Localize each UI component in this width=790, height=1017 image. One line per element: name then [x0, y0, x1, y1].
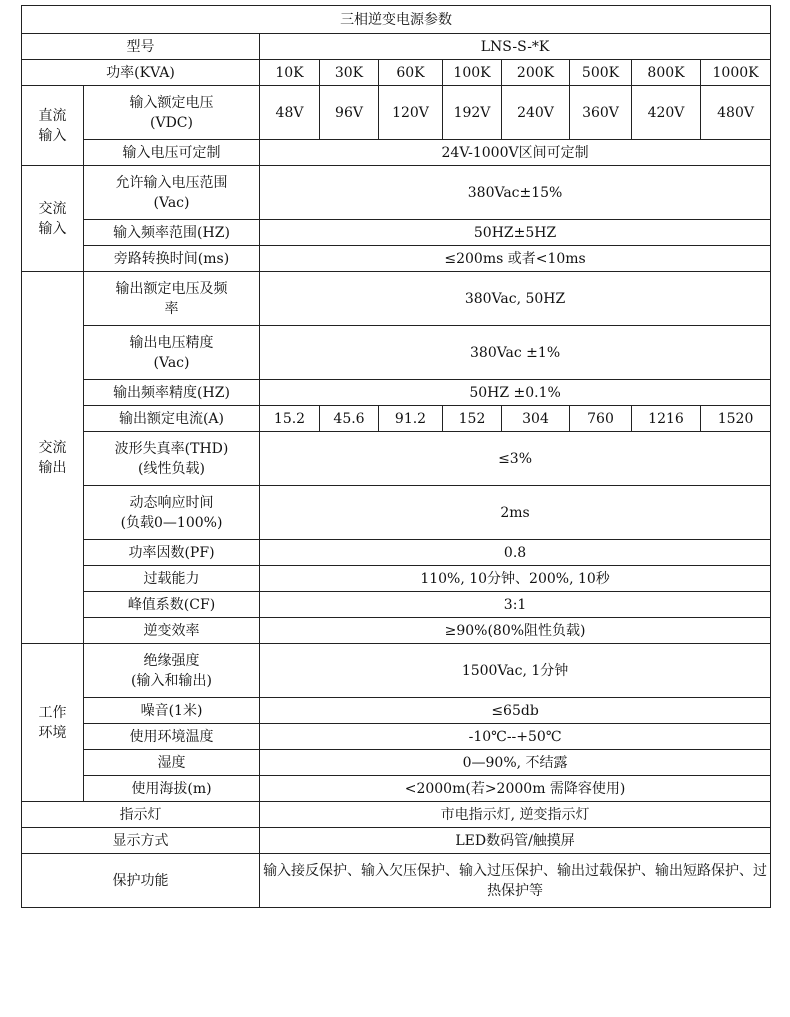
crest-factor-value: 3:1 — [260, 592, 771, 618]
insulation-label: 绝缘强度 (输入和输出) — [84, 644, 260, 698]
power-value: 500K — [570, 60, 632, 86]
display-row — [22, 828, 771, 854]
dynamic-response-label: 动态响应时间 (负载0—100%) — [84, 486, 260, 540]
output-voltage-freq-row — [22, 272, 771, 326]
altitude-row — [22, 776, 771, 802]
temperature-label: 使用环境温度 — [84, 724, 260, 750]
power-factor-label: 功率因数(PF) — [84, 540, 260, 566]
insulation-row — [22, 644, 771, 698]
efficiency-value: ≥90%(80%阻性负载) — [260, 618, 771, 644]
dc-customizable-value: 24V-1000V区间可定制 — [260, 140, 771, 166]
output-current-value: 304 — [502, 406, 570, 432]
output-voltage-accuracy-label: 输出电压精度 (Vac) — [84, 326, 260, 380]
overload-value: 110%, 10分钟、200%, 10秒 — [260, 566, 771, 592]
model-row — [22, 34, 771, 60]
bypass-time-label: 旁路转换时间(ms) — [84, 246, 260, 272]
overload-label: 过载能力 — [84, 566, 260, 592]
power-value: 100K — [443, 60, 502, 86]
output-current-value: 760 — [570, 406, 632, 432]
humidity-row — [22, 750, 771, 776]
output-current-value: 91.2 — [379, 406, 443, 432]
dc-rated-voltage-row — [22, 86, 771, 140]
power-factor-row — [22, 540, 771, 566]
dc-voltage-value: 360V — [570, 86, 632, 140]
display-label: 显示方式 — [22, 828, 260, 854]
power-label: 功率(KVA) — [22, 60, 260, 86]
table-title: 三相逆变电源参数 — [22, 6, 771, 34]
output-voltage-freq-value: 380Vac, 50HZ — [260, 272, 771, 326]
dynamic-response-value: 2ms — [260, 486, 771, 540]
indicator-row — [22, 802, 771, 828]
crest-factor-label: 峰值系数(CF) — [84, 592, 260, 618]
ac-voltage-range-value: 380Vac±15% — [260, 166, 771, 220]
altitude-label: 使用海拔(m) — [84, 776, 260, 802]
output-current-value: 15.2 — [260, 406, 320, 432]
output-frequency-accuracy-label: 输出频率精度(HZ) — [84, 380, 260, 406]
ac-frequency-range-label: 输入频率范围(HZ) — [84, 220, 260, 246]
indicator-label: 指示灯 — [22, 802, 260, 828]
section-ac-output: 交流 输出 — [22, 272, 84, 644]
ac-voltage-range-row — [22, 166, 771, 220]
bypass-time-row — [22, 246, 771, 272]
output-rated-current-label: 输出额定电流(A) — [84, 406, 260, 432]
power-row — [22, 60, 771, 86]
dc-voltage-value: 240V — [502, 86, 570, 140]
output-current-value: 1520 — [701, 406, 771, 432]
power-value: 1000K — [701, 60, 771, 86]
section-ac-input: 交流 输入 — [22, 166, 84, 272]
output-frequency-accuracy-row — [22, 380, 771, 406]
protection-label: 保护功能 — [22, 854, 260, 908]
efficiency-row — [22, 618, 771, 644]
insulation-value: 1500Vac, 1分钟 — [260, 644, 771, 698]
title-row — [22, 6, 771, 34]
temperature-value: -10℃--+50℃ — [260, 724, 771, 750]
overload-row — [22, 566, 771, 592]
bypass-time-value: ≤200ms 或者<10ms — [260, 246, 771, 272]
crest-factor-row — [22, 592, 771, 618]
section-dc-input: 直流 输入 — [22, 86, 84, 166]
power-value: 30K — [320, 60, 379, 86]
ac-frequency-range-row — [22, 220, 771, 246]
model-value: LNS-S-*K — [260, 34, 771, 60]
model-label: 型号 — [22, 34, 260, 60]
dc-rated-voltage-label: 输入额定电压 (VDC) — [84, 86, 260, 140]
power-value: 800K — [632, 60, 701, 86]
dc-customizable-row — [22, 140, 771, 166]
humidity-value: 0—90%, 不结露 — [260, 750, 771, 776]
output-frequency-accuracy-value: 50HZ ±0.1% — [260, 380, 771, 406]
dc-voltage-value: 420V — [632, 86, 701, 140]
output-rated-current-row — [22, 406, 771, 432]
ac-frequency-range-value: 50HZ±5HZ — [260, 220, 771, 246]
power-value: 200K — [502, 60, 570, 86]
power-value: 10K — [260, 60, 320, 86]
display-value: LED数码管/触摸屏 — [260, 828, 771, 854]
dc-customizable-label: 输入电压可定制 — [84, 140, 260, 166]
dc-voltage-value: 192V — [443, 86, 502, 140]
output-current-value: 1216 — [632, 406, 701, 432]
altitude-value: <2000m(若>2000m 需降容使用) — [260, 776, 771, 802]
noise-label: 噪音(1米) — [84, 698, 260, 724]
protection-row — [22, 854, 771, 908]
protection-value: 输入接反保护、输入欠压保护、输入过压保护、输出过载保护、输出短路保护、过热保护等 — [260, 854, 771, 908]
output-voltage-accuracy-value: 380Vac ±1% — [260, 326, 771, 380]
output-current-value: 152 — [443, 406, 502, 432]
output-current-value: 45.6 — [320, 406, 379, 432]
thd-label: 波形失真率(THD) (线性负载) — [84, 432, 260, 486]
power-value: 60K — [379, 60, 443, 86]
output-voltage-freq-label: 输出额定电压及频 率 — [84, 272, 260, 326]
indicator-value: 市电指示灯, 逆变指示灯 — [260, 802, 771, 828]
efficiency-label: 逆变效率 — [84, 618, 260, 644]
inverter-spec-table — [21, 5, 771, 908]
dc-voltage-value: 48V — [260, 86, 320, 140]
humidity-label: 湿度 — [84, 750, 260, 776]
temperature-row — [22, 724, 771, 750]
noise-value: ≤65db — [260, 698, 771, 724]
ac-voltage-range-label: 允许输入电压范围 (Vac) — [84, 166, 260, 220]
output-voltage-accuracy-row — [22, 326, 771, 380]
dynamic-response-row — [22, 486, 771, 540]
dc-voltage-value: 120V — [379, 86, 443, 140]
dc-voltage-value: 96V — [320, 86, 379, 140]
power-factor-value: 0.8 — [260, 540, 771, 566]
noise-row — [22, 698, 771, 724]
thd-row — [22, 432, 771, 486]
section-environment: 工作 环境 — [22, 644, 84, 802]
dc-voltage-value: 480V — [701, 86, 771, 140]
thd-value: ≤3% — [260, 432, 771, 486]
